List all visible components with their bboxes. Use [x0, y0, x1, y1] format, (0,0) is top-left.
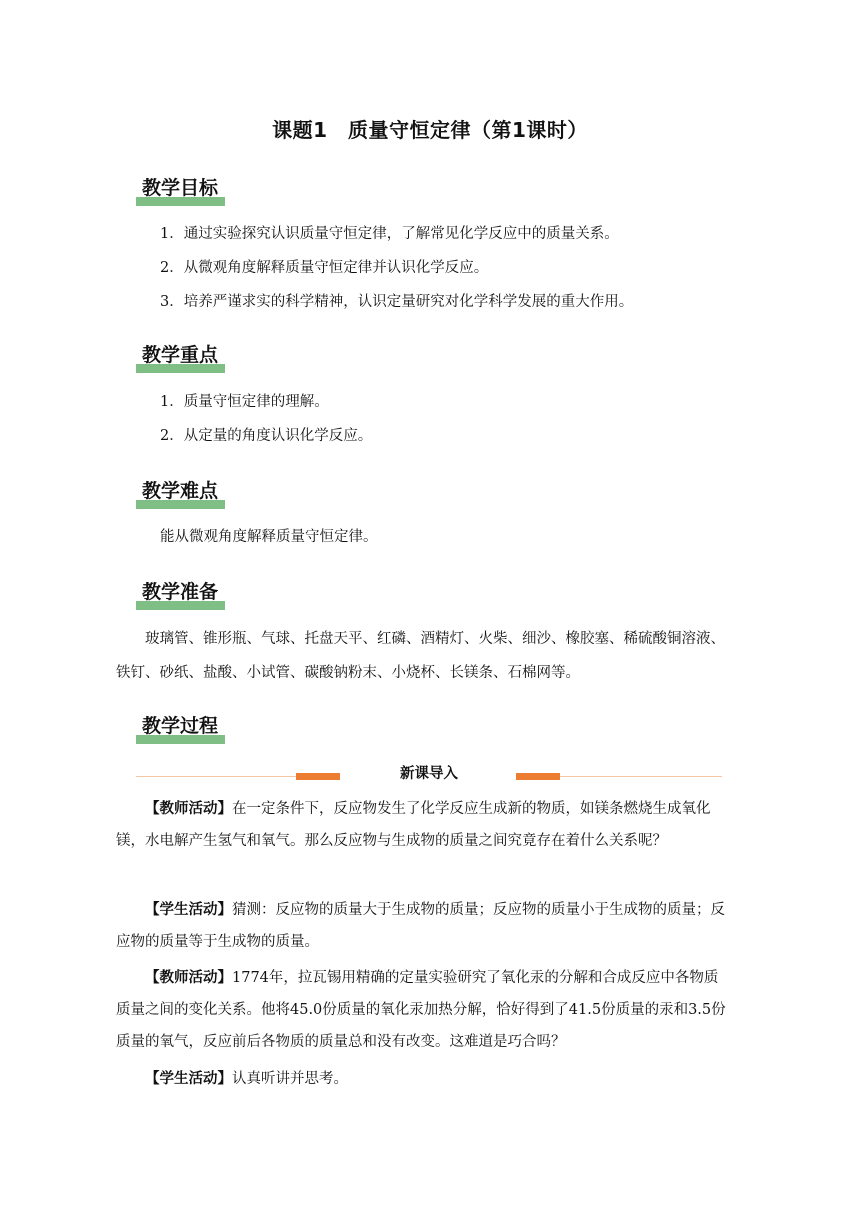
difficulty-text: 能从微观角度解释质量守恒定律。 [160, 529, 378, 545]
goal-item: 1．通过实验探究认识质量守恒定律，了解常见化学反应中的质量关系。 [160, 226, 619, 242]
key-point-item: 2．从定量的角度认识化学反应。 [160, 428, 373, 444]
activity-tag: 【学生活动】 [145, 901, 232, 918]
section-heading-preparation [136, 580, 218, 610]
activity-text: 1774年，拉瓦锡用精确的定量实验研究了氧化汞的分解和合成反应中各物质质量之间的变化关系。他将45.0份质量的氧化汞加热分解，恰好得到了41.5份质量的汞和3.5份质量的氧气，反应前后各物质的质量总和没有改变。这难道是巧合吗？ [116, 970, 726, 1050]
preparation-text: 玻璃管、锥形瓶、气球、托盘天平、红磷、酒精灯、火柴、细沙、橡胶塞、稀硫酸铜溶液、铁钉、砂纸、盐酸、小试管、碳酸钠粉末、小烧杯、长镁条、石棉网等。 [116, 631, 725, 681]
activity-text: 在一定条件下，反应物发生了化学反应生成新的物质，如镁条燃烧生成氧化镁，水电解产生氢气和氧气。那么反应物与生成物的质量之间究竟存在着什么关系呢？ [116, 801, 711, 849]
key-point-item: 1．质量守恒定律的理解。 [160, 394, 329, 410]
goal-item: 3．培养严谨求实的科学精神，认识定量研究对化学科学发展的重大作用。 [160, 294, 634, 310]
activity-paragraph [116, 1063, 732, 1095]
section-heading-text: 教学准备 [142, 581, 219, 603]
section-heading-text: 教学过程 [142, 715, 219, 737]
activity-paragraph [116, 962, 732, 1058]
section-heading-goals [136, 176, 218, 206]
section-heading-text: 教学重点 [142, 344, 219, 366]
section-heading-key-points [136, 343, 218, 373]
page-title: 课题1 质量守恒定律（第1课时） [272, 118, 588, 142]
subsection-divider [136, 766, 722, 782]
activity-text: 认真听讲并思考。 [232, 1071, 348, 1087]
section-heading-process [136, 714, 218, 744]
activity-paragraph [116, 793, 732, 857]
activity-tag: 【教师活动】 [145, 800, 232, 817]
activity-tag: 【教师活动】 [145, 969, 232, 986]
divider-label: 新课导入 [400, 766, 458, 782]
activity-paragraph [116, 894, 732, 958]
activity-text: 猜测：反应物的质量大于生成物的质量；反应物的质量小于生成物的质量；反应物的质量等于生成物的质量。 [116, 902, 725, 950]
section-heading-difficulties [136, 479, 218, 509]
activity-tag: 【学生活动】 [145, 1070, 232, 1087]
goal-item: 2．从微观角度解释质量守恒定律并认识化学反应。 [160, 260, 489, 276]
section-heading-text: 教学目标 [142, 177, 219, 199]
section-heading-text: 教学难点 [142, 480, 219, 502]
